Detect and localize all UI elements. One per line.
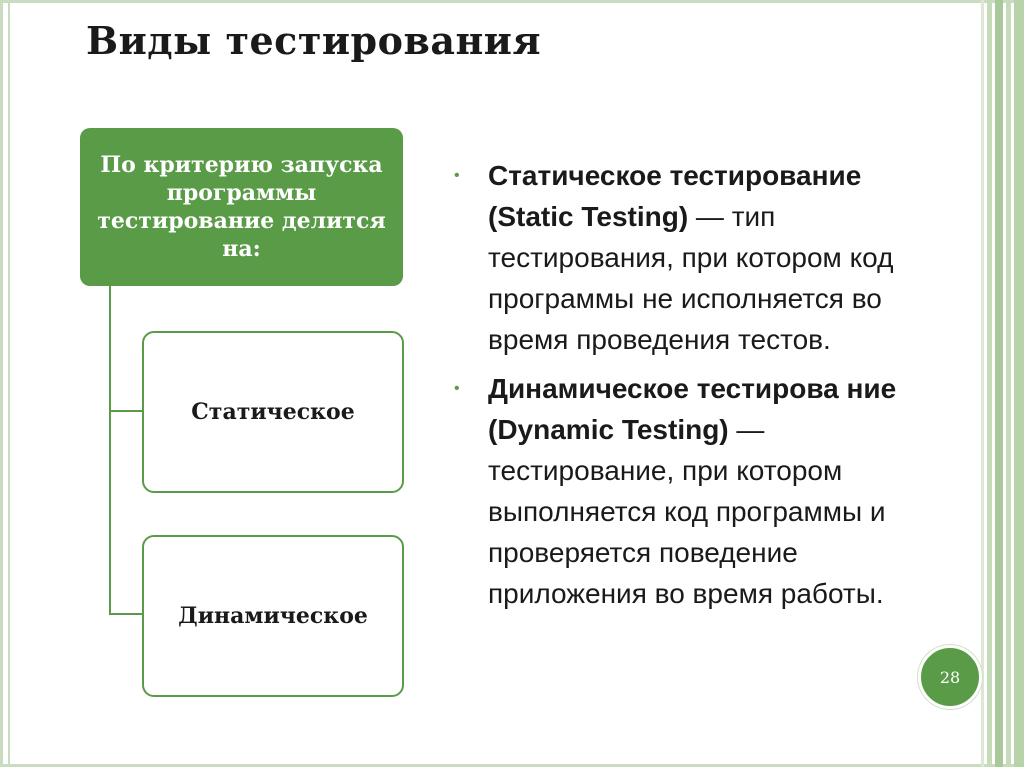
frame-top-line <box>0 0 1024 3</box>
diagram-root-box <box>80 128 403 286</box>
right-stripe-decoration <box>978 0 1024 767</box>
bullet-dot-icon: • <box>454 380 460 397</box>
diagram-connector-dynamic <box>109 613 143 615</box>
page-number-badge <box>918 645 982 709</box>
bullet-definition: — тестирование, при котором выполняется код программы и проверяется поведение приложения во время работы. <box>488 414 886 609</box>
diagram-box-dynamic <box>142 535 404 697</box>
bullet-definition: — тип тестирования, при котором код программы не исполняется во время проведения тестов. <box>488 201 894 355</box>
frame-left-inner-line <box>8 0 10 767</box>
bullet-term: Статическое тестирование (Static Testing) <box>488 160 862 232</box>
diagram-box-dynamic-label: Динамическое <box>178 603 368 629</box>
bullet-dot-icon: • <box>454 167 460 184</box>
diagram-connector-vertical <box>109 286 111 614</box>
stripe <box>1006 0 1011 767</box>
stripe <box>1014 0 1024 767</box>
bullet-term: Динамическое тестирова ние (Dynamic Testing) <box>488 373 897 445</box>
page-number: 28 <box>939 667 961 687</box>
diagram-connector-static <box>109 410 143 412</box>
stripe <box>981 0 984 767</box>
frame-left-line <box>0 0 3 767</box>
stripe <box>987 0 992 767</box>
diagram-root-label: По критерию запуска программы тестирование делится на: <box>97 152 386 262</box>
slide-title: Виды тестирования <box>86 18 542 63</box>
bullet-item-static <box>452 155 922 360</box>
stripe <box>995 0 1003 767</box>
bullet-item-dynamic <box>452 368 922 614</box>
diagram-box-static <box>142 331 404 493</box>
diagram-box-static-label: Статическое <box>191 399 355 425</box>
bullet-list <box>452 155 922 622</box>
